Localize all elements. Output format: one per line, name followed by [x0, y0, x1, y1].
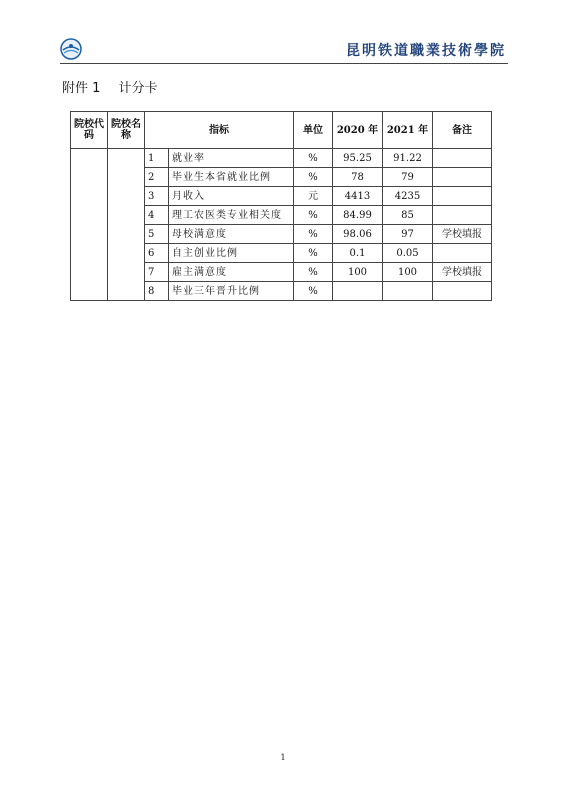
- header-year-2020: 2020 年: [333, 112, 383, 149]
- cell-note: [433, 187, 492, 206]
- cell-unit: %: [294, 282, 333, 301]
- header-code: 院校代码: [71, 112, 108, 149]
- cell-index: 5: [145, 225, 169, 244]
- cell-2020: 84.99: [333, 206, 383, 225]
- cell-index: 8: [145, 282, 169, 301]
- cell-indicator: 月收入: [169, 187, 294, 206]
- cell-indicator: 就业率: [169, 149, 294, 168]
- cell-2020: 95.25: [333, 149, 383, 168]
- table-row: [71, 149, 492, 168]
- cell-note: [433, 206, 492, 225]
- cell-2021: 0.05: [383, 244, 433, 263]
- cell-note: [433, 244, 492, 263]
- cell-indicator: 毕业三年晋升比例: [169, 282, 294, 301]
- cell-note: [433, 168, 492, 187]
- cell-index: 1: [145, 149, 169, 168]
- cell-2021: 100: [383, 263, 433, 282]
- cell-unit: %: [294, 263, 333, 282]
- cell-unit: %: [294, 149, 333, 168]
- cell-unit: %: [294, 206, 333, 225]
- header-year-2021: 2021 年: [383, 112, 433, 149]
- header-note: 备注: [433, 112, 492, 149]
- cell-unit: 元: [294, 187, 333, 206]
- table-header-row: [71, 112, 492, 149]
- school-logo-icon: [60, 38, 82, 60]
- cell-note: [433, 149, 492, 168]
- cell-unit: %: [294, 244, 333, 263]
- cell-2021: 97: [383, 225, 433, 244]
- cell-2020: 0.1: [333, 244, 383, 263]
- cell-2020: 4413: [333, 187, 383, 206]
- cell-index: 4: [145, 206, 169, 225]
- attachment-label: 附件 1: [62, 81, 101, 96]
- cell-school-name: [108, 149, 145, 301]
- cell-2021: 91.22: [383, 149, 433, 168]
- cell-index: 2: [145, 168, 169, 187]
- cell-note: [433, 282, 492, 301]
- cell-school-code: [71, 149, 108, 301]
- cell-index: 3: [145, 187, 169, 206]
- cell-indicator: 母校满意度: [169, 225, 294, 244]
- cell-2020: 98.06: [333, 225, 383, 244]
- header-indicator: 指标: [145, 112, 294, 149]
- header-name: 院校名称: [108, 112, 145, 149]
- page-header: [60, 38, 508, 64]
- cell-indicator: 自主创业比例: [169, 244, 294, 263]
- score-card-table: [70, 111, 492, 301]
- cell-indicator: 理工农医类专业相关度: [169, 206, 294, 225]
- page-number: 1: [280, 753, 286, 762]
- cell-2021: 4235: [383, 187, 433, 206]
- attachment-title: [62, 77, 158, 96]
- cell-indicator: 雇主满意度: [169, 263, 294, 282]
- cell-indicator: 毕业生本省就业比例: [169, 168, 294, 187]
- cell-unit: %: [294, 225, 333, 244]
- cell-note: 学校填报: [433, 263, 492, 282]
- cell-2021: 85: [383, 206, 433, 225]
- header-unit: 单位: [294, 112, 333, 149]
- cell-2020: [333, 282, 383, 301]
- school-name: 昆明铁道職業技術學院: [346, 43, 506, 59]
- cell-note: 学校填报: [433, 225, 492, 244]
- header-divider: [60, 63, 508, 64]
- cell-2021: 79: [383, 168, 433, 187]
- cell-2020: 78: [333, 168, 383, 187]
- cell-2020: 100: [333, 263, 383, 282]
- attachment-name: 计分卡: [118, 81, 158, 96]
- cell-index: 7: [145, 263, 169, 282]
- cell-index: 6: [145, 244, 169, 263]
- cell-unit: %: [294, 168, 333, 187]
- cell-2021: [383, 282, 433, 301]
